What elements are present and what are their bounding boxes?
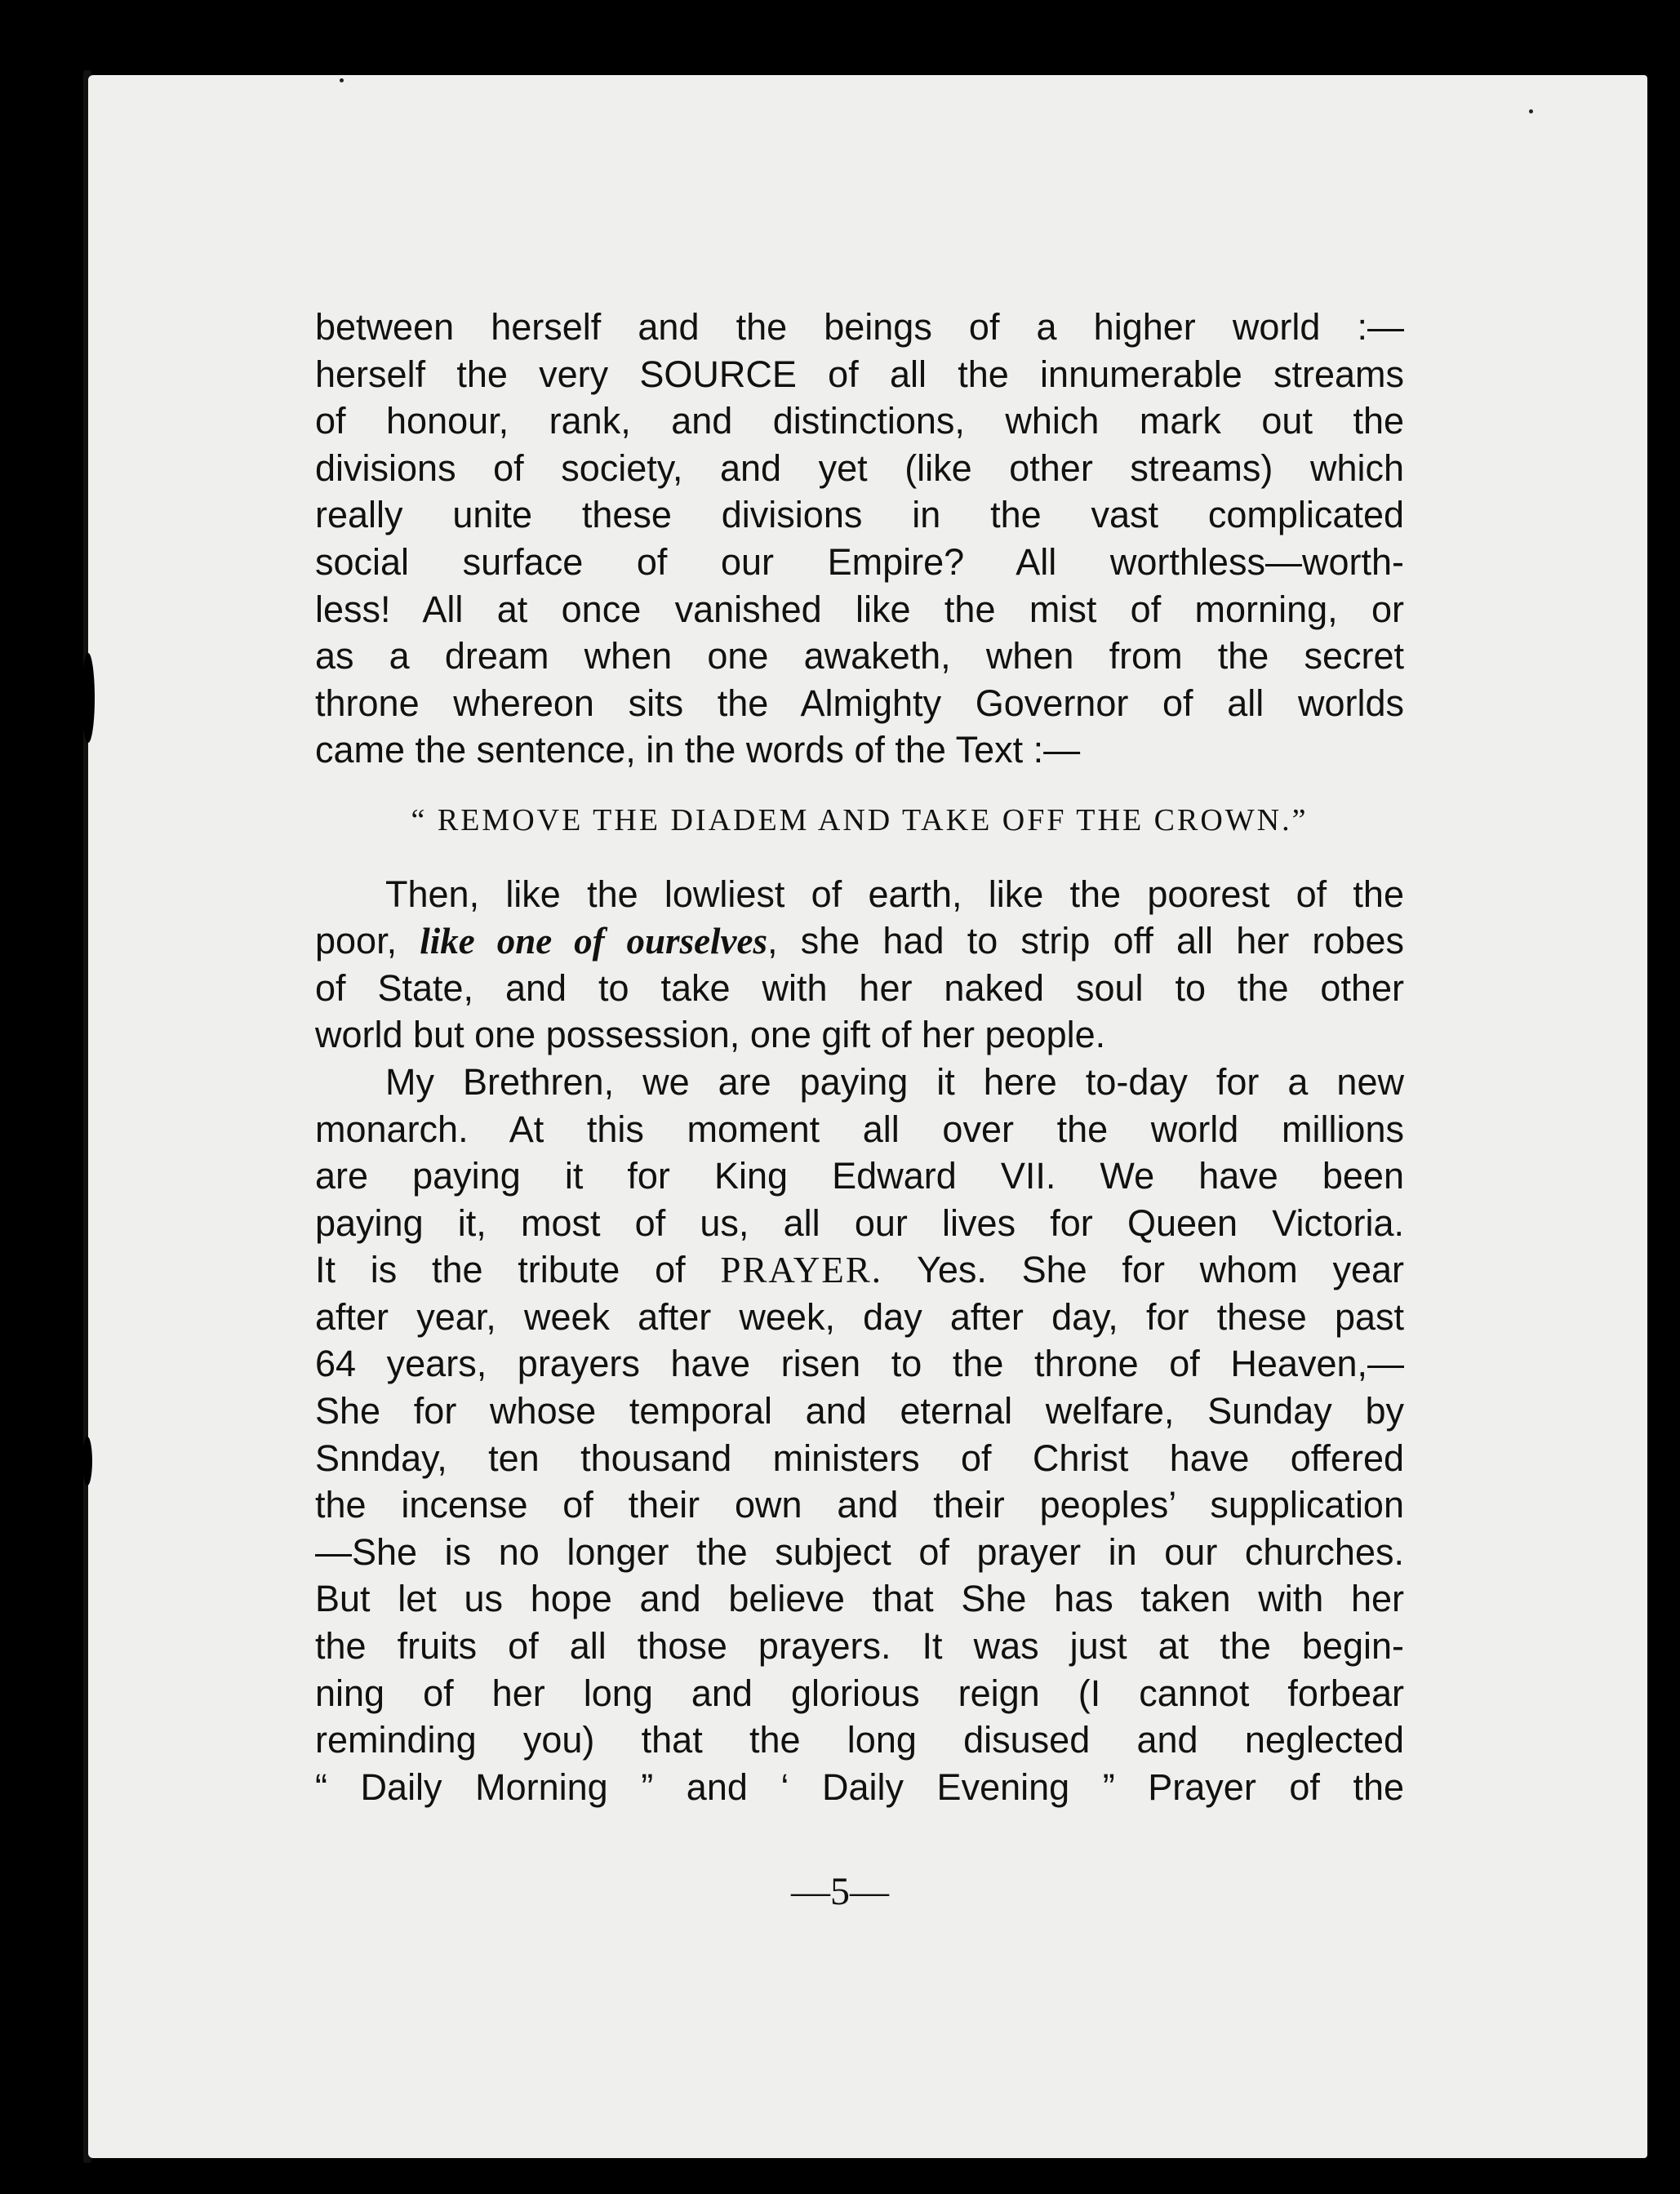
text-run: poor, — [315, 920, 398, 962]
text-run: Yes. She for whom year — [916, 1249, 1404, 1291]
text-line: paying it, most of us, all our lives for Queen Victoria. — [315, 1201, 1404, 1244]
text-line: after year, week after week, day after day, for these past — [315, 1295, 1404, 1338]
text-line: reminding you) that the long disused and neglected — [315, 1719, 1404, 1761]
binding-mark — [82, 653, 95, 743]
text-line: world but one possession, one gift of her people. — [315, 1014, 1106, 1056]
text-line — [315, 917, 1404, 965]
text-line: ning of her long and glorious reign (I cannot forbear — [315, 1672, 1404, 1714]
text-line: throne whereon sits the Almighty Governor of all worlds — [315, 682, 1404, 724]
text-line: But let us hope and believe that She has taken with her — [315, 1578, 1404, 1620]
page-number: —5— — [791, 1870, 889, 1913]
text-line: social surface of our Empire? All worthless—worth- — [315, 540, 1404, 583]
text-line: less! All at once vanished like the mist of morning, or — [315, 588, 1404, 630]
text-line: monarch. At this moment all over the world millions — [315, 1108, 1404, 1150]
text-line — [315, 1246, 1404, 1294]
scripture-quote: “ REMOVE THE DIADEM AND TAKE OFF THE CROWN.” — [411, 802, 1309, 837]
text-line: divisions of society, and yet (like other streams) which — [315, 446, 1404, 489]
text-line: “ Daily Morning ” and ‘ Daily Evening ” Prayer of the — [315, 1765, 1404, 1808]
text-line: Then, like the lowliest of earth, like the poorest of the — [385, 873, 1404, 915]
text-line: the fruits of all those prayers. It was just at the begin- — [315, 1625, 1404, 1668]
text-line: My Brethren, we are paying it here to-day for a new — [385, 1060, 1404, 1103]
text-line: of State, and to take with her naked soul to the other — [315, 966, 1404, 1009]
paragraph-3 — [315, 1059, 1404, 1811]
text-line: really unite these divisions in the vast complicated — [315, 494, 1404, 536]
text-line: —She is no longer the subject of prayer in our churches. — [315, 1530, 1404, 1573]
body-text — [315, 304, 1404, 1810]
text-line: 64 years, prayers have risen to the throne of Heaven,— — [315, 1343, 1404, 1385]
text-line: herself the very SOURCE of all the innumerable streams — [315, 353, 1404, 395]
text-run: It is the tribute of — [315, 1249, 686, 1291]
paragraph-1 — [315, 304, 1404, 774]
page-speck — [1529, 109, 1533, 113]
italic-phrase: like one of ourselves — [420, 921, 768, 962]
text-line: as a dream when one awaketh, when from the secret — [315, 635, 1404, 677]
text-line: of honour, rank, and distinctions, which mark out the — [315, 400, 1404, 442]
text-line: the incense of their own and their peoples’ supplication — [315, 1484, 1404, 1526]
text-line: came the sentence, in the words of the Text :— — [315, 729, 1081, 771]
text-run: , she had to strip off all her robes — [767, 920, 1404, 962]
paragraph-2 — [315, 871, 1404, 1059]
text-line: Snnday, ten thousand ministers of Christ have offered — [315, 1437, 1404, 1479]
page-speck — [340, 78, 344, 82]
text-line: between herself and the beings of a higher world :— — [315, 306, 1404, 348]
text-line: are paying it for King Edward VII. We have been — [315, 1155, 1404, 1197]
binding-mark — [82, 1437, 92, 1486]
small-caps-word: PRAYER. — [720, 1250, 883, 1291]
text-line: She for whose temporal and eternal welfare, Sunday by — [315, 1390, 1404, 1432]
